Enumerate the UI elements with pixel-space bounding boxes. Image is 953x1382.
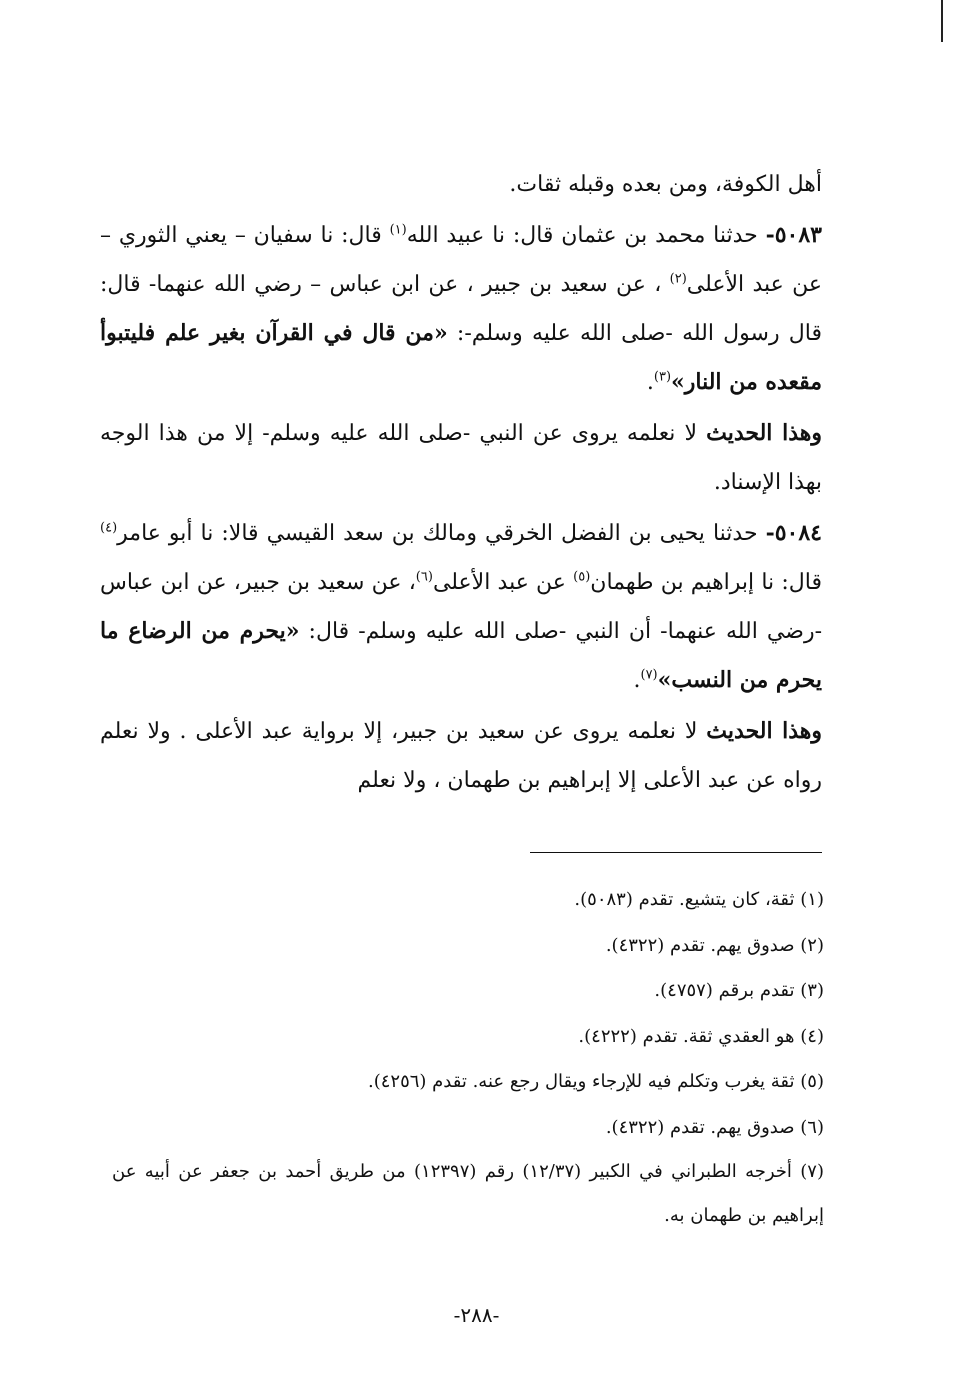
isnad-text: ، عن سعيد بن جبير ، عن ابن عباس – رضي الله عنهما- قال: قال رسول الله -صلى الله عليه وسلم-: (100, 272, 822, 346)
commentary-lead: وهذا الحديث (706, 420, 822, 446)
period: . (633, 668, 641, 693)
footnote-1: (١) ثقة، كان يتشيع. تقدم (٥٠٨٣). (574, 889, 824, 910)
footnote-ref: (٧) (640, 667, 658, 683)
commentary-5083 (100, 409, 822, 507)
footnote-5: (٥) ثقة يغرب وتكلم فيه للإرجاء ويقال رجع عنه. تقدم (٤٢٥٦). (367, 1071, 824, 1092)
hadith-number: ٥٠٨٣- (765, 222, 822, 248)
commentary-5084 (100, 707, 822, 805)
footnote-2: (٢) صدوق يهم. تقدم (٤٣٢٢). (605, 934, 824, 956)
footnote-4: (٤) هو العقدي ثقة. تقدم (٤٢٢٢). (578, 1025, 824, 1047)
isnad-text: قال: نا سفيان – يعني الثوري – عن عبد الأعلى (100, 223, 822, 297)
footnote-separator (530, 852, 822, 853)
commentary-lead: وهذا الحديث (706, 718, 822, 744)
footnote-ref: (٦) (415, 569, 433, 585)
commentary-text: لا نعلمه يروى عن سعيد بن جبير، إلا برواية عبد الأعلى . ولا نعلم رواه عن عبد الأعلى إلا إبراهيم بن طهمان ، ولا نعلم (100, 719, 822, 793)
footnote-7: (٧) أخرجه الطبراني في الكبير (١٢/٣٧) رقم (١٢٣٩٧) من طريق أحمد بن جعفر عن أبيه عن إبراهيم بن طهمان به. (112, 1161, 824, 1226)
isnad-text: عن عبد الأعلى (432, 570, 574, 595)
footnote-3: (٣) تقدم برقم (٤٧٥٧). (654, 980, 824, 1001)
footnote-ref: (٢) (669, 271, 687, 287)
hadith-matn: «من قال في القرآن بغير علم فليتبوأ مقعده من النار» (100, 320, 822, 395)
footnote-ref: (٥) (573, 569, 591, 585)
hadith-5084 (100, 509, 822, 705)
isnad-text: حدثنا يحيى بن الفضل الخرقي ومالك بن سعد القيسي قالا: نا أبو عامر (117, 521, 766, 546)
footnote-6: (٦) صدوق يهم. تقدم (٤٣٢٢). (605, 1116, 824, 1138)
isnad-text: ، عن سعيد بن جبير، عن ابن عباس -رضي الله عنهما- أن النبي -صلى الله عليه وسلم- قال: (100, 570, 823, 644)
page-edge-line (941, 0, 943, 42)
footnote-ref: (١) (389, 222, 407, 238)
hadith-5083 (100, 211, 822, 407)
hadith-number: ٥٠٨٤- (765, 520, 822, 546)
commentary-text: لا نعلمه يروى عن النبي -صلى الله عليه وسلم- إلا من هذا الوجه بهذا الإسناد. (100, 421, 822, 495)
footnote-ref: (٤) (100, 520, 118, 536)
hadith-matn: «يحرم من الرضاع ما يحرم من النسب» (100, 618, 822, 693)
period: . (646, 370, 654, 395)
isnad-text: قال: نا إبراهيم بن طهمان (590, 570, 822, 595)
paragraph-intro: أهل الكوفة، ومن بعده وقبله ثقات. (509, 172, 822, 197)
page-number: -٢٨٨- (453, 1303, 500, 1327)
footnote-ref: (٣) (653, 369, 672, 385)
footnotes (112, 877, 824, 1238)
main-text (100, 160, 822, 805)
isnad-text: حدثنا محمد بن عثمان قال: نا عبيد الله (406, 223, 766, 248)
